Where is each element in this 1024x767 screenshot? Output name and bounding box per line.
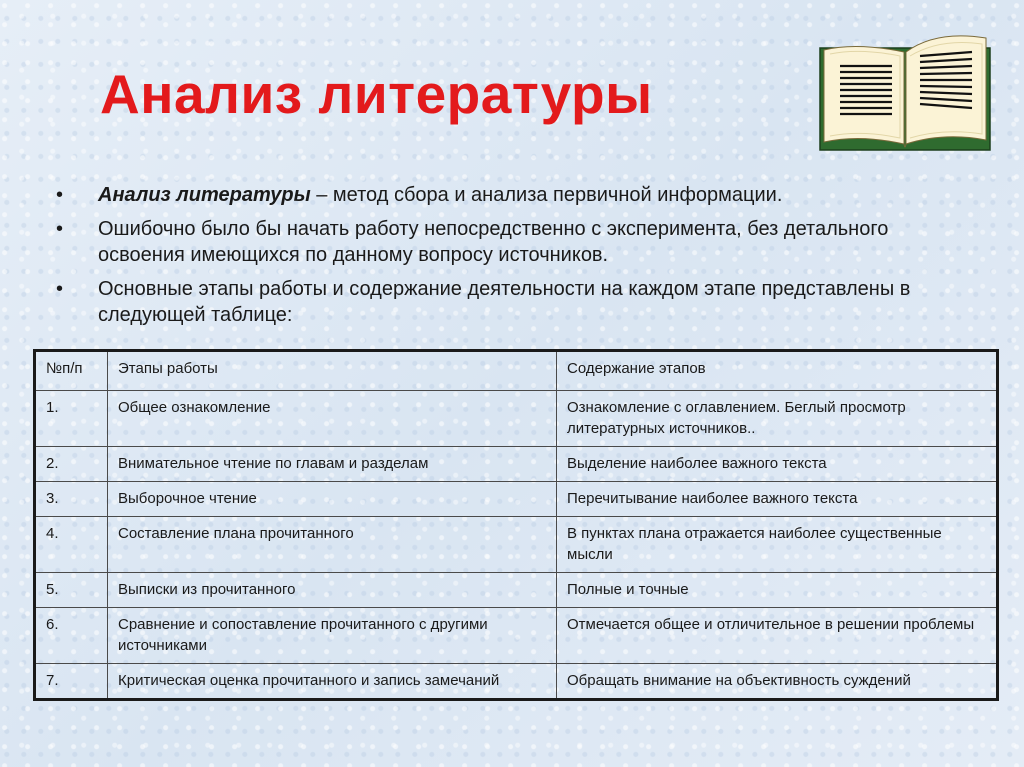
header-number: №п/п — [35, 351, 108, 391]
cell-content: Отмечается общее и отличительное в решении проблемы — [557, 608, 998, 664]
cell-stage: Выборочное чтение — [108, 482, 557, 517]
bullet-dot: • — [56, 278, 64, 300]
cell-content: Полные и точные — [557, 573, 998, 608]
table-row — [35, 391, 998, 447]
slide-title: Анализ литературы — [100, 63, 653, 125]
bullet-text: – метод сбора и анализа первичной информации. — [310, 184, 783, 206]
bullet-list — [56, 182, 956, 336]
cell-number: 6. — [35, 608, 108, 664]
header-stages: Этапы работы — [108, 351, 557, 391]
header-content: Содержание этапов — [557, 351, 998, 391]
table-row — [35, 517, 998, 573]
table-row — [35, 608, 998, 664]
cell-number: 5. — [35, 573, 108, 608]
bullet-item — [56, 182, 956, 208]
cell-number: 3. — [35, 482, 108, 517]
table-row — [35, 447, 998, 482]
table-row — [35, 573, 998, 608]
cell-stage: Составление плана прочитанного — [108, 517, 557, 573]
cell-content: Обращать внимание на объективность суждений — [557, 664, 998, 700]
cell-stage: Выписки из прочитанного — [108, 573, 557, 608]
cell-stage: Общее ознакомление — [108, 391, 557, 447]
table-row — [35, 664, 998, 700]
bullet-text: Основные этапы работы и содержание деятельности на каждом этапе представлены в следующей таблице: — [98, 278, 911, 326]
bullet-dot: • — [56, 184, 64, 206]
cell-stage: Критическая оценка прочитанного и запись замечаний — [108, 664, 557, 700]
bullet-item — [56, 276, 956, 328]
bullet-item — [56, 216, 956, 268]
cell-content: Выделение наиболее важного текста — [557, 447, 998, 482]
bullet-dot: • — [56, 218, 64, 240]
cell-content: Ознакомление с оглавлением. Беглый просмотр литературных источников.. — [557, 391, 998, 447]
table-header-row — [35, 351, 998, 391]
open-book-icon — [816, 28, 994, 154]
bullet-bold-term: Анализ литературы — [98, 184, 311, 206]
cell-stage: Сравнение и сопоставление прочитанного с другими источниками — [108, 608, 557, 664]
cell-content: Перечитывание наиболее важного текста — [557, 482, 998, 517]
cell-number: 1. — [35, 391, 108, 447]
stages-table — [33, 349, 999, 701]
cell-number: 4. — [35, 517, 108, 573]
bullet-text: Ошибочно было бы начать работу непосредственно с эксперимента, без детального освоения имеющихся по данному вопросу источников. — [98, 218, 889, 266]
cell-content: В пунктах плана отражается наиболее существенные мысли — [557, 517, 998, 573]
cell-number: 7. — [35, 664, 108, 700]
cell-number: 2. — [35, 447, 108, 482]
table-row — [35, 482, 998, 517]
cell-stage: Внимательное чтение по главам и разделам — [108, 447, 557, 482]
